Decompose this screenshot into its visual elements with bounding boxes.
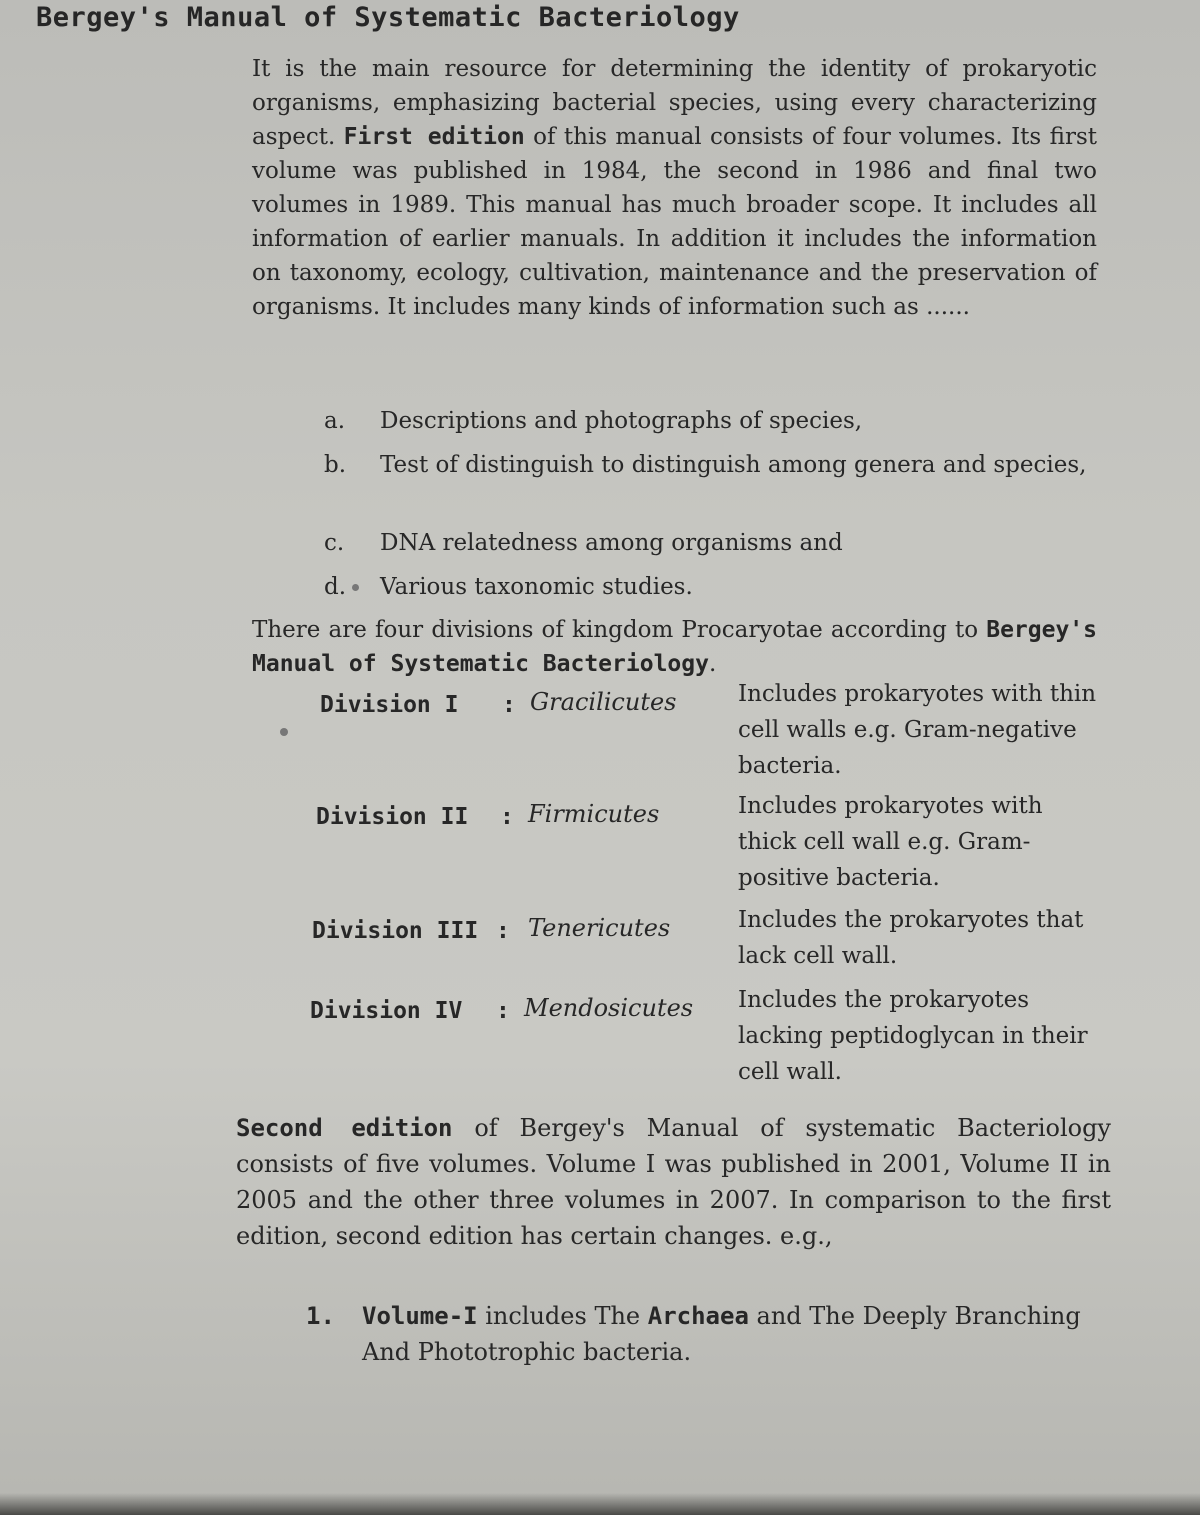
division-separator: : xyxy=(500,804,514,830)
list-marker: a. xyxy=(324,408,346,434)
list-text: DNA relatedness among organisms and xyxy=(380,530,843,556)
division-description: Includes prokaryotes with thin cell walls e.g. Gram-negative bacteria. xyxy=(738,681,1097,779)
division-label: Division I xyxy=(320,692,459,718)
list-text: Various taxonomic studies. xyxy=(380,574,693,600)
intro-text-2: of this manual consists of four volumes. Its first volume was published in 1984, the second in 1986 and final two volumes in 1989. This manual has much broader scope. It includes all information of earlier manuals. In addition it includes the information on taxonomy, ecology, cultivation, maintenance and the preservation of organisms. It includes many kinds of information such as ...... xyxy=(252,124,1097,320)
list-marker: d. xyxy=(324,574,347,600)
page-title: Bergey's Manual of Systematic Bacteriology xyxy=(36,2,740,33)
second-edition-term: Second edition xyxy=(236,1114,453,1142)
item-text-2: and The Deeply Branching And Phototrophic bacteria. xyxy=(362,1302,1081,1366)
list-text: Test of distinguish to distinguish among genera and species, xyxy=(380,452,1087,478)
division-name: Firmicutes xyxy=(528,800,660,828)
division-label: Division IV xyxy=(310,998,463,1024)
ink-speck xyxy=(280,728,288,736)
second-edition-paragraph xyxy=(236,1110,1111,1254)
archaea-term: Archaea xyxy=(647,1302,749,1330)
intro-paragraph xyxy=(252,52,1097,324)
division-description: Includes the prokaryotes that lack cell wall. xyxy=(738,907,1084,969)
intro-text-1: It is the main resource for determining the identity of prokaryotic organisms, emphasizing bacterial species, using every characterizing aspect. xyxy=(252,56,1097,150)
divisions-intro-end: . xyxy=(708,651,717,677)
item-text-1: includes The xyxy=(477,1302,648,1330)
list-marker: b. xyxy=(324,452,347,478)
divisions-intro-text: There are four divisions of kingdom Procaryotae according to xyxy=(252,617,987,643)
division-label: Division III xyxy=(312,918,479,944)
second-edition-text: of Bergey's Manual of systematic Bacteriology consists of five volumes. Volume I was published in 2001, Volume II in 2005 and the other three volumes in 2007. In comparison to the first edition, second edition has certain changes. e.g., xyxy=(236,1114,1111,1250)
page-edge-shadow xyxy=(0,1493,1200,1515)
list-marker: c. xyxy=(324,530,345,556)
division-name: Tenericutes xyxy=(528,914,671,942)
division-separator: : xyxy=(502,692,516,718)
volume-term: Volume-I xyxy=(362,1302,478,1330)
first-edition-term: First edition xyxy=(343,124,525,150)
item-number: 1. xyxy=(306,1302,335,1330)
division-description: Includes prokaryotes with thick cell wall e.g. Gram-positive bacteria. xyxy=(738,793,1043,891)
list-text: Descriptions and photographs of species, xyxy=(380,408,863,434)
division-name: Gracilicutes xyxy=(530,688,677,716)
manual-name: Bergey's Manual of Systematic Bacteriology xyxy=(252,617,1097,677)
division-description: Includes the prokaryotes lacking peptidoglycan in their cell wall. xyxy=(738,987,1088,1085)
division-separator: : xyxy=(496,998,510,1024)
item-text xyxy=(362,1298,1117,1370)
division-name: Mendosicutes xyxy=(524,994,694,1022)
divisions-intro xyxy=(252,613,1097,681)
division-label: Division II xyxy=(316,804,469,830)
ink-speck xyxy=(352,584,359,591)
division-separator: : xyxy=(496,918,510,944)
